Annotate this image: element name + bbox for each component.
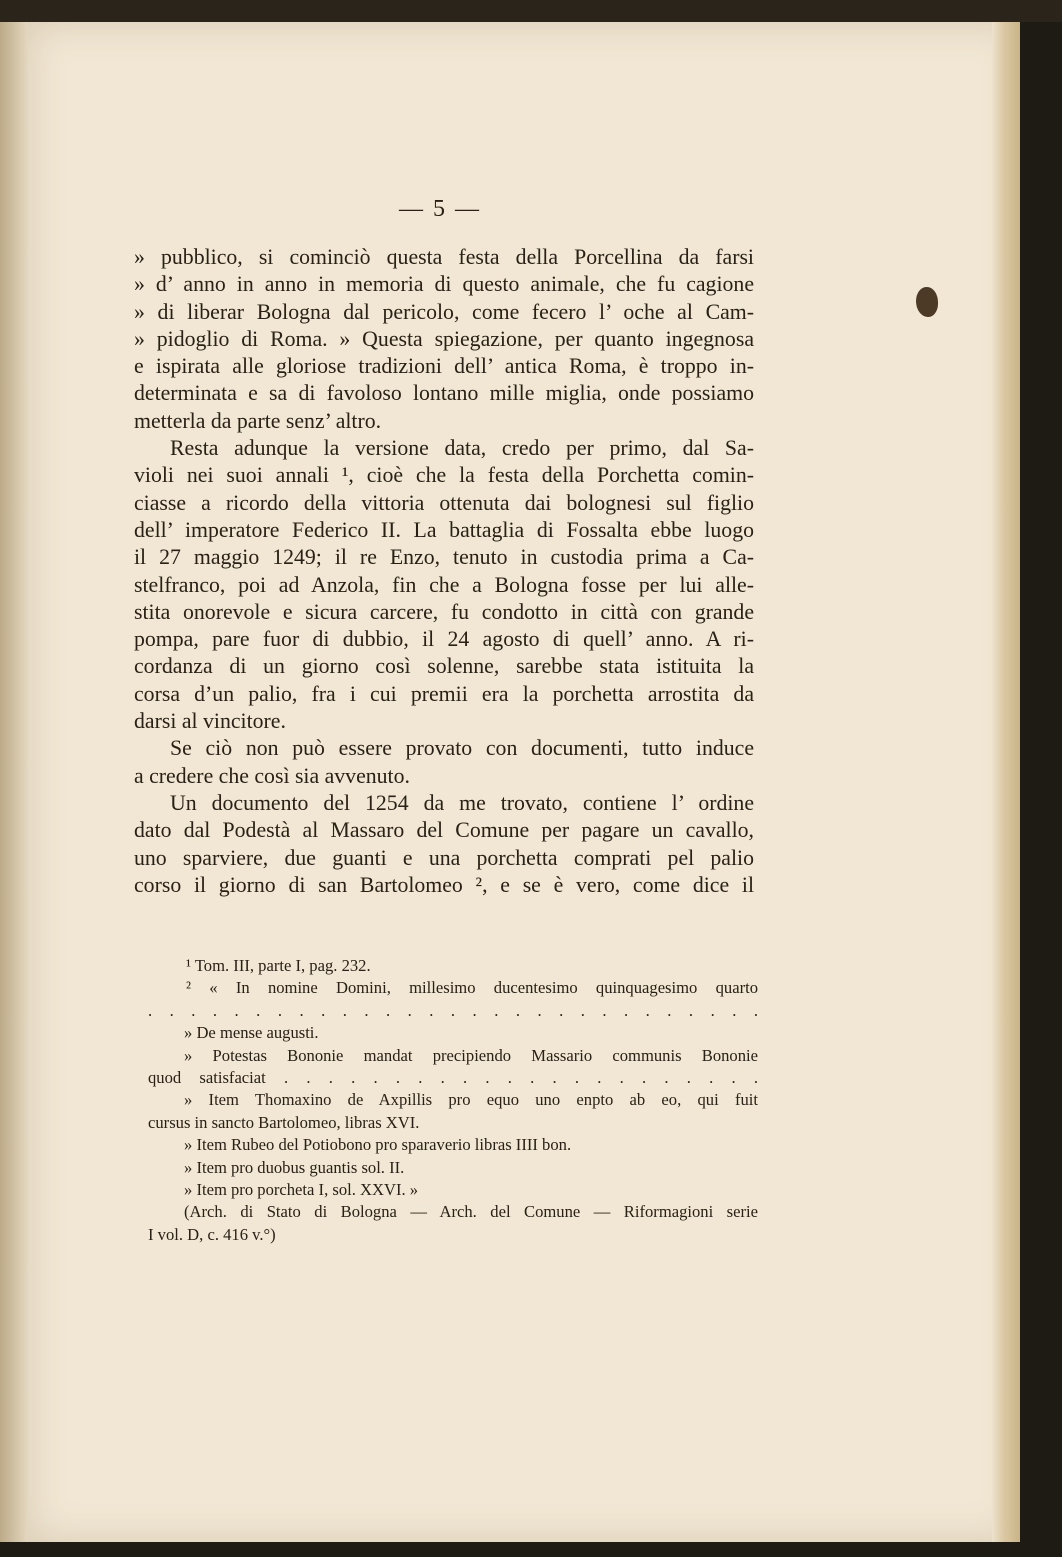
text-line: corso il giorno di san Bartolomeo ², e se è vero, come dice il [134,872,754,897]
text-line: stita onorevole e sicura carcere, fu condotto in città con grande [134,599,754,624]
text-line: pompa, pare fuor di dubbio, il 24 agosto di quell’ anno. A ri- [134,627,754,652]
text-line: dato dal Podestà al Massaro del Comune per pagare un cavallo, [134,818,754,843]
page-edge-right [992,22,1020,1542]
footnotes [148,955,758,1246]
text-line: stelfranco, poi ad Anzola, fin che a Bologna fosse per lui alle- [134,572,754,597]
text-line: ciasse a ricordo della vittoria ottenuta dai bolognesi sul figlio [134,490,754,515]
footnote-line: » De mense augusti. [184,1023,319,1043]
text-line: Resta adunque la versione data, credo per primo, dal Sa- [170,436,754,461]
footnote-line: I vol. D, c. 416 v.°) [148,1224,276,1244]
text-line: il 27 maggio 1249; il re Enzo, tenuto in custodia prima a Ca- [134,545,754,570]
text-line: » pubblico, si cominciò questa festa della Porcellina da farsi [134,245,754,269]
text-line: darsi al vincitore. [134,709,286,734]
text-line: a credere che così sia avvenuto. [134,763,410,788]
text-line: violi nei suoi annali ¹, cioè che la festa della Porchetta comin- [134,463,754,488]
text-line: corsa d’un palio, fra i cui premii era la porchetta arrostita da [134,681,754,706]
footnote-line: ² « In nomine Domini, millesimo ducentesimo quinquagesimo quarto [186,978,758,998]
ink-stain-mark [916,287,938,317]
text-line: determinata e sa di favoloso lontano mille miglia, onde possiamo [134,381,754,406]
footnote-line: . . . . . . . . . . . . . . . . . . . . . . . . . . . . . [148,1000,758,1020]
footnote-line: » Item pro porcheta I, sol. XXVI. » [184,1179,419,1199]
footnote-line: » Item Thomaxino de Axpillis pro equo uno enpto ab eo, qui fuit [184,1090,758,1110]
text-line: » d’ anno in anno in memoria di questo animale, che fu cagione [134,272,754,297]
footnote-line: ¹ Tom. III, parte I, pag. 232. [186,956,371,975]
text-line: » di liberar Bologna dal pericolo, come fecero l’ oche al Cam- [134,299,754,324]
text-line: dell’ imperatore Federico II. La battaglia di Fossalta ebbe luogo [134,517,754,542]
text-line: metterla da parte senz’ altro. [134,408,382,433]
footnote-line: quod satisfaciat . . . . . . . . . . . . . . . . . . . . . . [148,1067,758,1087]
text-line: » pidoglio di Roma. » Questa spiegazione, per quanto ingegnosa [134,326,754,351]
text-line: e ispirata alle gloriose tradizioni dell’ antica Roma, è troppo in- [134,354,754,379]
page-edge-left [0,22,30,1542]
main-text [134,244,754,899]
footnote-line: » Item pro duobus guantis sol. II. [184,1157,405,1177]
text-line: cordanza di un giorno così solenne, sarebbe stata istituita la [134,654,754,679]
footnote-line: » Potestas Bononie mandat precipiendo Massario communis Bononie [184,1045,758,1065]
text-line: Un documento del 1254 da me trovato, contiene l’ ordine [170,790,754,815]
text-line: Se ciò non può essere provato con documenti, tutto induce [170,736,754,761]
text-line: uno sparviere, due guanti e una porchetta comprati pel palio [134,845,754,870]
footnote-line: » Item Rubeo del Potiobono pro sparaverio libras IIII bon. [184,1135,572,1155]
page-number: — 5 — [399,196,481,222]
footnote-line: (Arch. di Stato di Bologna — Arch. del Comune — Riformagioni serie [184,1202,758,1222]
footnote-line: cursus in sancto Bartolomeo, libras XVI. [148,1112,420,1132]
scan-border [0,0,1062,22]
